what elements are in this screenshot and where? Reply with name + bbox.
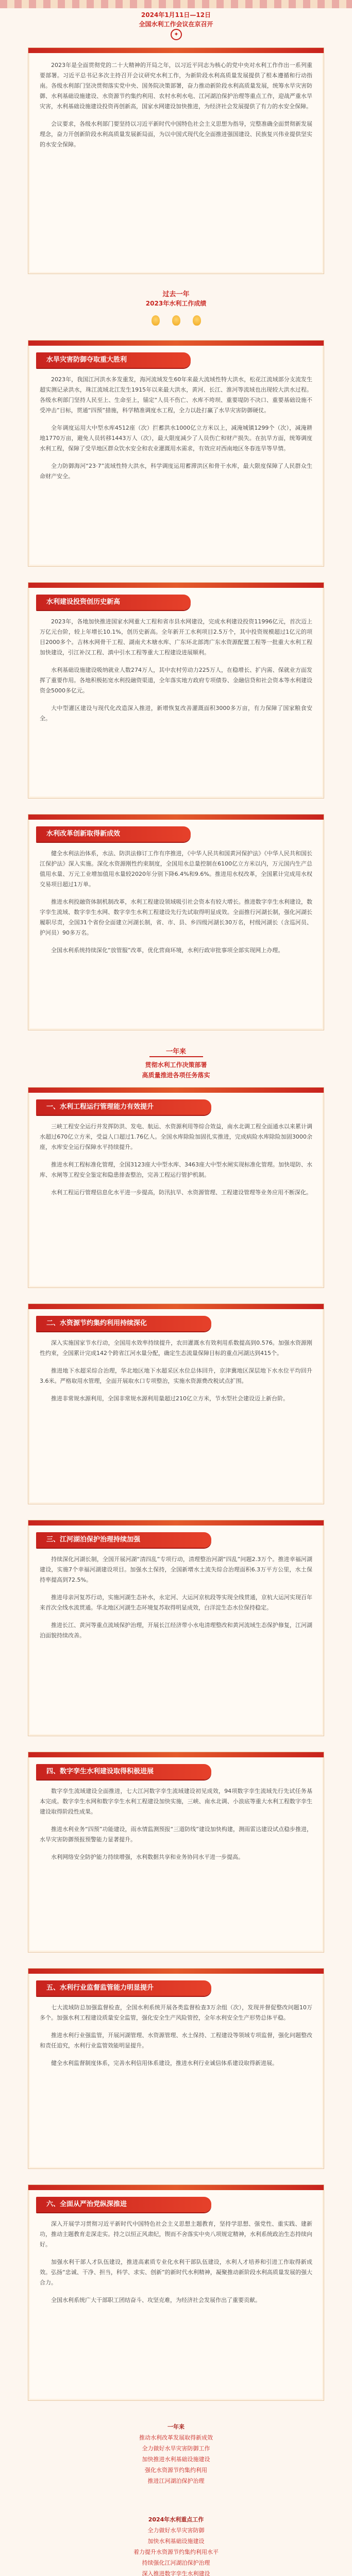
task-card-4 — [28, 1752, 324, 1953]
section-paragraph: 加强水利干部人才队伍建设，推进高素质专业化水利干部队伍建设，水利人才培养和引进工作取得新成效。弘扬“忠诚、干净、担当，科学、求实、创新”的新时代水利精神，凝聚推动新阶段水利高质量发展的强大合力。 — [40, 2259, 312, 2286]
footer-link[interactable]: 加快推进水利基础设施建设 — [142, 2456, 210, 2463]
tasks-title-1: 一年来 — [165, 1048, 186, 1056]
footer-list-b — [0, 2514, 352, 2576]
section-paragraph: 深入开展学习贯彻习近平新时代中国特色社会主义思想主题教育，坚持学思想、强党性、重实践、建新功，推动主题教育走深走实。持之以恒正风肃纪，锲而不舍落实中央八项规定精神，水利系统政治生态持续向好。 — [40, 2221, 312, 2248]
section-paragraph: 推进非常规水源利用，全国非常规水源利用量超过210亿立方米，节水型社会建设迈上新台阶。 — [51, 1395, 289, 1402]
section-banner-2: 水利建设投资创历史新高 — [36, 595, 191, 610]
divider — [149, 1056, 203, 1057]
task-card-2 — [28, 1303, 324, 1504]
tasks-title-3: 高质量推进各项任务落实 — [142, 1072, 210, 1079]
section-paragraph: 推进水利业务“四预”功能建设，雨水情监测预报“三道防线”建设加快构建，测雨雷达建设试点稳步推进，水旱灾害防御预报预警能力显著提升。 — [40, 1826, 312, 1843]
section-paragraph: 大中型灌区建设与现代化改造深入推进，新增恢复改善灌溉面积3000多万亩，有力保障了国家粮食安全。 — [40, 705, 312, 722]
task-banner-5: 五、水利行业监督监管能力明显提升 — [36, 1980, 211, 1996]
footer-link[interactable]: 着力提升水资源节约集约利用水平 — [133, 2549, 219, 2555]
section-card-1 — [28, 340, 324, 567]
section-paragraph: 全国水利系统持续深化“放管服”改革，优化营商环境，水利行政审批事项全部实现网上办理。 — [51, 947, 284, 954]
section-paragraph: 推进地下水超采综合治理，华北地区地下水超采区水位总体回升，京津冀地区深层地下水水位平均回升3.6米。严格取用水管理，全面开展取水口专项整治，实施水资源费改税试点扩围。 — [40, 1367, 312, 1384]
section-paragraph: 推进水利行业强监管，开展河湖管理、水资源管理、水土保持、工程建设等领域专项监督，强化问题整改和责任追究，水利行业监管效能明显提升。 — [40, 2032, 312, 2049]
task-card-3 — [28, 1520, 324, 1736]
review-title-2: 2023年水利工作成绩 — [145, 300, 207, 307]
section-paragraph: 七大流域防总加强监督检查，全国水利系统开展各类监督检查3万余组（次），发现并督促整改问题10万多个。加强水利工程建设质量安全监管，强化安全生产风险管控，全年水利安全生产形势总体平稳。 — [40, 2004, 312, 2021]
card-band — [28, 48, 324, 53]
section-paragraph: 推进水利投融资体制机制改革，水利工程建设领域吸引社会资本有较大增长。推进数字孪生水利建设，数字孪生流域、数字孪生水网、数字孪生水利工程建设先行先试取得明显成效。全面推行河湖长制，强化河湖长履职尽责，全国31个省份全面建立河湖长制，省、市、县、乡四级河湖长30万名，村级河湖长（含巡河员、护河员）90多万名。 — [40, 899, 312, 936]
footer-link[interactable]: 全力做好水旱灾害防御工作 — [142, 2445, 210, 2452]
section-paragraph: 2023年，我国江河洪水多发重发，海河流域发生60年来最大流域性特大洪水，松花江流域部分支流发生超实测记录洪水，珠江流域北江发生1915年以来最大洪水，黄河、长江、淮河等流域也出现较大洪水过程。各级水利部门坚持人民至上、生命至上，锚定“人员不伤亡、水库不垮坝、重要堤防不决口、重要基础设施不受冲击”目标，贯通“四预”措施，科学精准调度水工程，全力以赴打赢了水旱灾害防御硬仗。 — [40, 376, 312, 414]
intro-paragraph-2: 会议要求，各级水利部门要坚持以习近平新时代中国特色社会主义思想为指导，完整准确全面贯彻新发展理念，奋力开创新阶段水利高质量发展新局面，为以中国式现代化全面推进强国建设、民族复兴伟业提供坚实的水安全保障。 — [40, 121, 312, 148]
section-paragraph: 水利基础设施建设吸纳就业人数274万人，其中农村劳动力225万人，在稳增长、扩内需、保就业方面发挥了重要作用。各地积极拓宽水利投融资渠道，全年落实地方政府专项债券、金融信贷和社会资本等水利建设资金5000多亿元。 — [40, 667, 312, 694]
task-card-1 — [28, 1087, 324, 1288]
footer-link[interactable]: 推动水利改革发展取得新成效 — [139, 2434, 213, 2441]
lantern-icon — [193, 315, 201, 326]
section-card-3 — [28, 814, 324, 1030]
section-paragraph: 全国水利系统广大干部职工团结奋斗、攻坚克难，为经济社会发展作出了重要贡献。 — [51, 2297, 261, 2303]
review-title-1: 过去一年 — [162, 291, 190, 298]
footer-link[interactable]: 加快水利基础设施建设 — [147, 2538, 205, 2545]
lantern-icon — [152, 315, 160, 326]
task-card-6 — [28, 2184, 324, 2401]
section-paragraph: 水利工程运行管理信息化水平进一步提高，防汛抗旱、水资源管理、工程建设管理等业务应用不断深化。 — [51, 1189, 312, 1196]
section-card-2 — [28, 582, 324, 799]
section-paragraph: 推进长江、黄河等重点流域保护治理，开展长江经济带小水电清理整改和黄河流域生态保护修复，江河湖泊面貌持续改善。 — [40, 1622, 312, 1639]
section-paragraph: 全力防御海河“23·7”流域性特大洪水，科学调度运用蓄滞洪区和骨干水库，最大限度保障了人民群众生命财产安全。 — [40, 463, 312, 480]
task-banner-1: 一、水利工程运行管理能力有效提升 — [36, 1099, 211, 1115]
lantern-icon — [172, 315, 180, 326]
section-paragraph: 水利网络安全防护能力持续增强，水利数据共享和业务协同水平进一步提高。 — [51, 1854, 244, 1860]
task-card-5 — [28, 1968, 324, 2169]
section-paragraph: 健全水利监督制度体系，完善水利信用体系建设，推进水利行业诚信体系建设取得新进展。 — [51, 2060, 278, 2066]
section-paragraph: 推进母亲河复苏行动，实施河湖生态补水，永定河、大运河京杭段等实现全线贯通，京杭大运河实现百年来首次全线水流贯通。华北地区河湖生态环境复苏取得明显成效，白洋淀生态水位保持稳定。 — [40, 1594, 312, 1611]
section-paragraph: 数字孪生流域建设全面推进，七大江河数字孪生流域建设初见成效，94项数字孪生流域先行先试任务基本完成。数字孪生水网和数字孪生水利工程建设加快实施，三峡、南水北调、小浪底等重大水利工程数字孪生建设取得阶段性成果。 — [40, 1788, 312, 1815]
task-banner-6: 六、全面从严治党纵深推进 — [36, 2197, 211, 2212]
meeting-title: 全国水利工作会议在京召开 — [139, 21, 213, 28]
meeting-date: 2024年1月11日—12日 — [141, 11, 211, 19]
footer-list-a — [0, 2421, 352, 2486]
footer-link[interactable]: 持续强化江河湖泊保护治理 — [142, 2560, 210, 2566]
section-paragraph: 持续深化河湖长制，全国开展河湖“清四乱”专项行动，清理整治河湖“四乱”问题2.3万个。推进幸福河湖建设，实施7个幸福河湖建设项目。加强水土保持，全国新增水土流失综合治理面积6.3万平方公里，水土保持率提高到72.5%。 — [40, 1556, 312, 1583]
task-banner-3: 三、江河湖泊保护治理持续加强 — [36, 1532, 211, 1548]
footer-link[interactable]: 推进江河湖泊保护治理 — [147, 2478, 205, 2484]
section-banner-3: 水利改革创新取得新成效 — [36, 826, 191, 842]
top-decoration — [0, 0, 352, 8]
footer-link[interactable]: 深入推进数字孪生水利建设 — [142, 2570, 210, 2576]
intro-card — [28, 47, 324, 274]
section-paragraph: 推进水利工程标准化管理，全国3123座大中型水库、3463座大中型水闸实现标准化管理。加快堤防、水库、水闸等工程安全鉴定和隐患排查整治，完善工程运行管护机制。 — [40, 1161, 312, 1178]
task-banner-4: 四、数字孪生水利建设取得积极进展 — [36, 1764, 211, 1780]
section-paragraph: 深入实施国家节水行动，全国用水效率持续提升，农田灌溉水有效利用系数提高到0.576。加强水资源刚性约束，全国累计完成142个跨省江河水量分配，确定生态流量保障目标的重点河湖达到415个。 — [40, 1340, 312, 1357]
emblem-icon: ✦ — [171, 29, 182, 40]
footer-link[interactable]: 强化水资源节约集约利用 — [145, 2467, 207, 2473]
footer-list-header: 一年来 — [167, 2424, 185, 2430]
section-paragraph: 全年调度运用大中型水库4512座（次）拦蓄洪水1000亿立方米以上，减淹城镇1299个（次），减淹耕地1770万亩，避免人员转移1443万人（次），最大限度减少了人员伤亡和财产损失。在抗旱方面，统筹调度水利工程，保障了受旱地区群众饮水安全和农业灌溉用水需求，有效应对西南地区冬春连旱等旱情。 — [40, 425, 312, 452]
section-paragraph: 健全水利法治体系，水法、防洪法修订工作有序推进，《中华人民共和国黄河保护法》《中华人民共和国长江保护法》深入实施。深化水资源刚性约束制度，全国用水总量控制在6100亿立方米以内，万元国内生产总值用水量、万元工业增加值用水量较2020年分别下降6.4%和9.6%。推进用水权改革，全国累计完成用水权交易项目超过1万单。 — [40, 850, 312, 888]
intro-paragraph-1: 2023年是全面贯彻党的二十大精神的开局之年，以习近平同志为核心的党中央对水利工作作出一系列重要部署。习近平总书记多次主持召开会议研究水利工作，为新阶段水利高质量发展提供了根本遵循和行动指南。各级水利部门坚决贯彻落实党中央、国务院决策部署，奋力推动新阶段水利高质量发展，统筹水旱灾害防御、水利基础设施建设、水资源节约集约利用、农村水利水电、江河湖泊保护治理等重点工作，迎战严重水旱灾害，水利基础设施建设投资再创新高，国家水网建设加快推进，为经济社会发展提供了有力的水安全保障。 — [40, 62, 312, 110]
footer-link[interactable]: 全力做好水旱灾害防御 — [147, 2527, 205, 2534]
section-banner-1: 水旱灾害防御夺取重大胜利 — [36, 352, 191, 368]
section-paragraph: 2023年，各地加快推进国家水网重大工程和省市县水网建设，完成水利建设投资11996亿元，首次迈上万亿元台阶，较上年增长10.1%，创历史新高。全年新开工水利项目2.5万个，其中投资规模超过1亿元的项目2000多个。吉林水网骨干工程、湖南犬木塘水库、广东环北部湾广东水资源配置工程等一批重大水利工程加快建设，引江补汉工程、滇中引水工程等重大工程建设进展顺利。 — [40, 618, 312, 656]
tasks-title-2: 贯彻水利工作决策部署 — [145, 1061, 207, 1069]
section-paragraph: 三峡工程安全运行并发挥防洪、发电、航运、水资源利用等综合效益，南水北调工程全面通水以来累计调水超过670亿立方米，受益人口超过1.76亿人。全国水库除险加固扎实推进，完成病险水库除险加固3000余座，水库安全运行保障水平持续提升。 — [40, 1123, 312, 1150]
task-banner-2: 二、水资源节约集约利用持续深化 — [36, 1316, 211, 1331]
footer-list-header: 2024年水利重点工作 — [148, 2516, 204, 2523]
